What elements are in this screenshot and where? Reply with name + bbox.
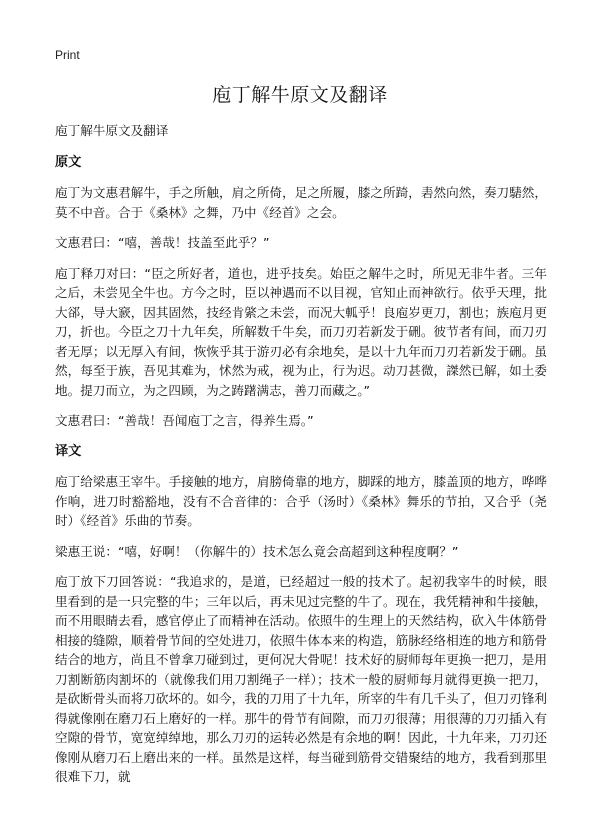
translation-paragraph-2: 梁惠王说：“嘻，好啊！（你解牛的）技术怎么竟会高超到这种程度啊？” <box>55 543 459 559</box>
translation-paragraph-3: 庖丁放下刀回答说：“我追求的，是道，已经超过一般的技术了。起初我宰牛的时候，眼里看到的是一只完整的牛；三年以后，再未见过完整的牛了。现在，我凭精神和牛接触，而不用眼睛去看，感官停止了而精神在活动。依照牛的生理上的天然结构，砍入牛体筋骨相接的缝隙，顺着骨节间的空处进刀，依照牛体本来的构造，筋脉经络相连的地方和筋骨结合的地方，尚且不曾拿刀碰到过，更何况大骨呢！技术好的厨师每年更换一把刀，是用刀割断筋肉割坏的（就像我们用刀割绳子一样）；技术一般的厨师每月就得更换一把刀，是砍断骨头而将刀砍坏的。如今，我的刀用了十九年，所宰的牛有几千头了，但刀刃锋利得就像刚在磨刀石上磨好的一样。那牛的骨节有间隙，而刀刃很薄；用很薄的刀刃插入有空隙的骨节，宽宽绰绰地，那么刀刃的运转必然是有余地的啊！因此，十九年来，刀刃还像刚从磨刀石上磨出来的一样。虽然是这样，每当碰到筋骨交错聚结的地方，我看到那里很难下刀，就 <box>55 574 547 784</box>
original-paragraph-1: 庖丁为文惠君解牛，手之所触，肩之所倚，足之所履，膝之所踦，砉然向然，奏刀騞然，莫不中音。合于《桑林》之舞，乃中《经首》之会。 <box>55 185 547 220</box>
section-heading-translation: 译文 <box>55 443 82 459</box>
original-paragraph-3: 庖丁释刀对曰：“臣之所好者，道也，进乎技矣。始臣之解牛之时，所见无非牛者。三年之后，未尝见全牛也。方今之时，臣以神遇而不以目视，官知止而神欲行。依乎天理，批大郤，导大窾，因其固然，技经肯綮之未尝，而况大軱乎！良庖岁更刀，割也；族庖月更刀，折也。今臣之刀十九年矣，所解数千牛矣，而刀刃若新发于硎。彼节者有间，而刀刃者无厚；以无厚入有间，恢恢乎其于游刃必有余地矣，是以十九年而刀刃若新发于硎。虽然，每至于族，吾见其难为，怵然为戒，视为止，行为迟。动刀甚微，謋然已解，如土委地。提刀而立，为之四顾，为之踌躇满志，善刀而藏之。” <box>55 265 547 398</box>
print-label[interactable]: Print <box>55 48 80 62</box>
document-title: 庖丁解牛原文及翻译 <box>212 84 388 106</box>
translation-paragraph-1: 庖丁给梁惠王宰牛。手接触的地方，肩膀倚靠的地方，脚踩的地方，膝盖顶的地方，哗哗作响，进刀时豁豁地，没有不合音律的：合乎（汤时）《桑林》舞乐的节拍，又合乎（尧时）《经首》乐曲的节奏。 <box>55 474 547 528</box>
document-content <box>55 121 547 798</box>
section-heading-original: 原文 <box>55 154 82 170</box>
original-paragraph-4: 文惠君曰：“善哉！吾闻庖丁之言，得养生焉。” <box>55 413 314 428</box>
original-paragraph-2: 文惠君曰：“嘻，善哉！技盖至此乎？” <box>55 235 270 250</box>
document-subtitle: 庖丁解牛原文及翻译 <box>55 123 169 138</box>
